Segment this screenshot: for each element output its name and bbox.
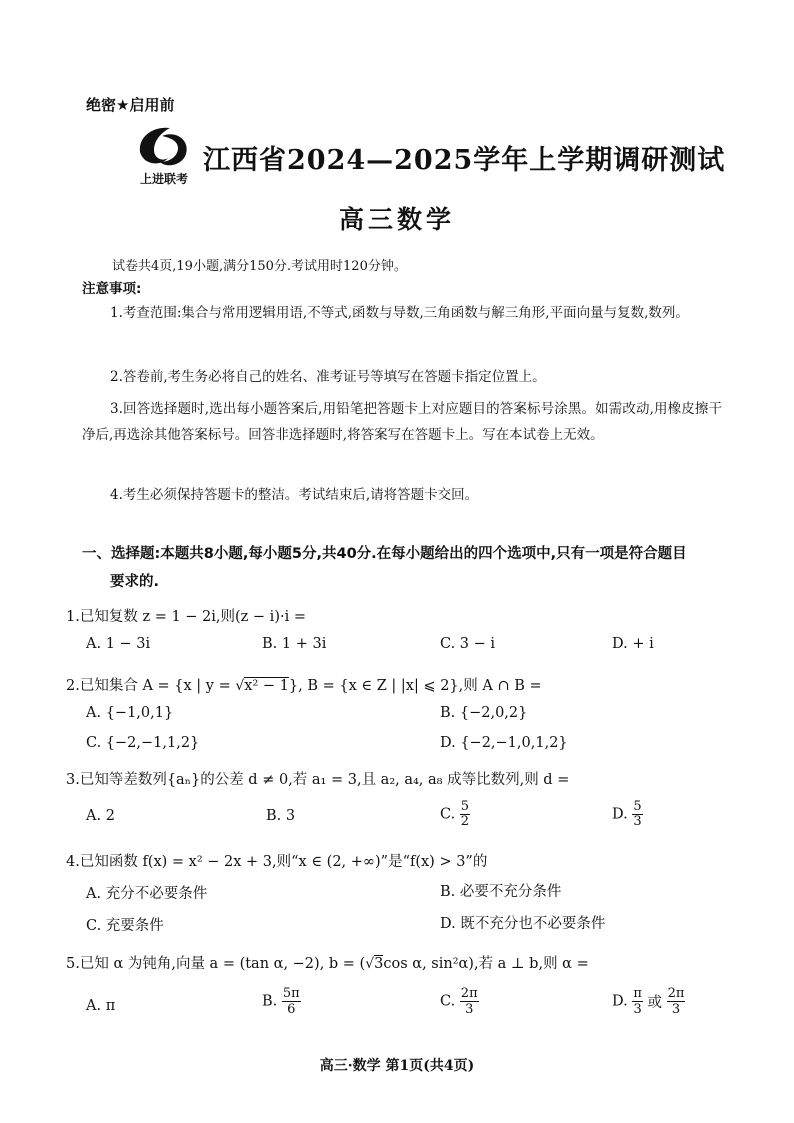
q1-option-b: B. 1 + 3i: [262, 636, 327, 652]
q2-stem-part2: }, B = {x ∈ Z | |x| ⩽ 2},则 A ∩ B =: [288, 678, 542, 694]
q4-option-b: B. 必要不充分条件: [440, 884, 562, 900]
q4-option-d: D. 既不充分也不必要条件: [440, 916, 606, 932]
q4-option-c: C. 充要条件: [86, 918, 164, 934]
section-heading: [82, 540, 722, 596]
exam-title: 江西省2024—2025学年上学期调研测试: [203, 145, 726, 176]
logo-icon: [132, 122, 196, 172]
q1-option-a: A. 1 − 3i: [86, 636, 151, 652]
q5-radicand: 3: [374, 956, 384, 972]
q5-d2-numerator: 2π: [667, 986, 685, 1001]
question-2-stem: 2.已知集合 A = {x | y = √x² − 1}, B = {x ∈ Z | |x| ⩽ 2},则 A ∩ B =: [66, 678, 542, 694]
q2-option-a: A. {−1,0,1}: [86, 705, 174, 721]
q2-stem-part1: 2.已知集合 A = {x | y =: [66, 678, 236, 694]
q5-b-numerator: 5π: [282, 986, 300, 1001]
subject-title: 高三数学: [338, 205, 455, 234]
q3-d-numerator: 5: [633, 799, 642, 814]
q5-d1-denominator: 3: [633, 1002, 642, 1017]
q5-stem-part1: 5.已知 α 为钝角,向量 a = (tan α, −2), b = (: [66, 956, 366, 972]
logo-text: 上进联考: [139, 172, 188, 186]
q5-d1-numerator: π: [633, 986, 642, 1001]
q5-d2-denominator: 3: [671, 1002, 681, 1017]
q1-option-c: C. 3 − i: [440, 636, 496, 652]
q3-option-c: C. $\frac{5}{2}$: [440, 799, 470, 829]
q3-d-denominator: 3: [633, 814, 642, 829]
q5-stem-part2: cos α, sin²α),若 a ⊥ b,则 α =: [383, 956, 589, 972]
section-heading-line1: 一、选择题:本题共8小题,每小题5分,共40分.在每小题给出的四个选项中,只有一项是符合题目: [82, 546, 687, 562]
notice-item-2: 2.答卷前,考生务必将自己的姓名、准考证号等填写在答题卡指定位置上。: [110, 369, 546, 385]
q5-c-numerator: 2π: [460, 986, 478, 1001]
q2-option-d: D. {−2,−1,0,1,2}: [440, 735, 568, 751]
q5-option-d: D. $\frac{\pi}{3}$ 或 $\frac{2\pi}{3}$: [612, 986, 685, 1017]
section-heading-line2: 要求的.: [110, 574, 160, 590]
notice-item-3: 3.回答选择题时,选出每小题答案后,用铅笔把答题卡上对应题目的答案标号涂黑。如需改动,用橡皮擦干净后,再选涂其他答案标号。回答非选择题时,将答案写在答题卡上。写在本试卷上无效。: [82, 401, 722, 443]
q2-option-c: C. {−2,−1,1,2}: [86, 735, 200, 751]
q4-option-a: A. 充分不必要条件: [86, 886, 208, 902]
q3-c-numerator: 5: [460, 799, 470, 814]
q5-option-a: A. π: [86, 998, 116, 1014]
q3-c-denominator: 2: [460, 814, 470, 829]
question-5-stem: 5.已知 α 为钝角,向量 a = (tan α, −2), b = (√3cos α, sin²α),若 a ⊥ b,则 α =: [66, 956, 589, 972]
q5-d-or: 或: [647, 995, 662, 1011]
question-3-stem: 3.已知等差数列{aₙ}的公差 d ≠ 0,若 a₁ = 3,且 a₂, a₄, a₈ 成等比数列,则 d =: [66, 772, 570, 788]
q3-option-b: B. 3: [266, 808, 296, 824]
q1-option-d: D. + i: [612, 636, 654, 652]
q3-option-a: A. 2: [86, 808, 115, 824]
notice-title: 注意事项:: [82, 281, 142, 297]
notice-item-1: 1.考查范围:集合与常用逻辑用语,不等式,函数与导数,三角函数与解三角形,平面向量与复数,数列。: [110, 305, 689, 321]
q5-c-denominator: 3: [465, 1002, 474, 1017]
q3-option-d: D. $\frac{5}{3}$: [612, 799, 642, 829]
page-footer: 高三·数学 第1页(共4页): [319, 1058, 475, 1074]
q5-option-b: B. $\frac{5\pi}{6}$: [262, 986, 300, 1017]
notice-item-4: 4.考生必须保持答题卡的整洁。考试结束后,请将答题卡交回。: [110, 487, 479, 503]
question-1-stem: 1.已知复数 z = 1 − 2i,则(z − i)·i =: [66, 609, 306, 625]
q2-radicand: x² − 1: [244, 678, 289, 694]
exam-logo: [132, 122, 196, 188]
confidential-label: 绝密★启用前: [86, 96, 175, 114]
q2-option-b: B. {−2,0,2}: [440, 705, 528, 721]
question-4-stem: 4.已知函数 f(x) = x² − 2x + 3,则“x ∈ (2, +∞)”是“f(x) > 3”的: [66, 854, 488, 870]
q5-b-denominator: 6: [287, 1002, 296, 1017]
q5-option-c: C. $\frac{2\pi}{3}$: [440, 986, 478, 1017]
exam-info: 试卷共4页,19小题,满分150分.考试用时120分钟。: [112, 259, 407, 274]
